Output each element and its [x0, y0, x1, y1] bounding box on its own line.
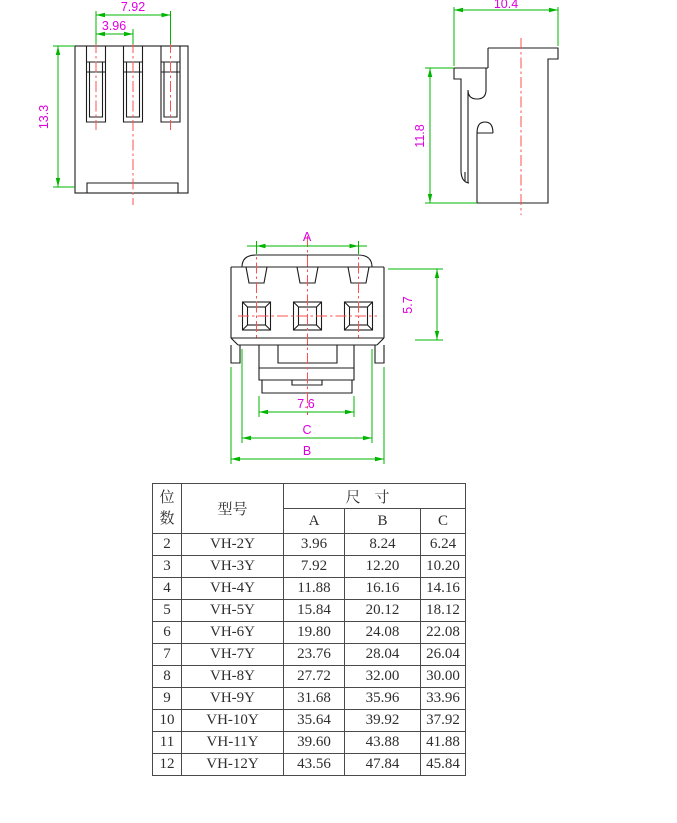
header-col-c: C	[421, 509, 466, 534]
cell-model: VH-3Y	[182, 556, 284, 578]
spec-table	[152, 483, 466, 776]
table-row	[153, 732, 466, 754]
latch-arm-right	[468, 100, 469, 183]
cell-model: VH-4Y	[182, 578, 284, 600]
cell-dim-a: 23.76	[284, 644, 345, 666]
cell-dim-b: 20.12	[345, 600, 421, 622]
dim-label-10-4: 10.4	[493, 0, 519, 11]
dim-label-5-7: 5.7	[401, 296, 415, 314]
cell-model: VH-12Y	[182, 754, 284, 776]
dim-front-pitch	[96, 19, 133, 44]
cell-dim-c: 30.00	[421, 666, 466, 688]
dim-label-a: A	[302, 230, 312, 244]
cell-model: VH-6Y	[182, 622, 284, 644]
table-row	[153, 622, 466, 644]
cell-positions: 7	[153, 644, 182, 666]
table-row	[153, 666, 466, 688]
skirt-left	[231, 345, 240, 363]
table-row	[153, 578, 466, 600]
dim-label-13-3: 13.3	[37, 104, 51, 130]
cell-dim-b: 32.00	[345, 666, 421, 688]
cell-dim-c: 33.96	[421, 688, 466, 710]
cell-dim-a: 15.84	[284, 600, 345, 622]
cell-positions: 3	[153, 556, 182, 578]
table-row	[153, 644, 466, 666]
table-row	[153, 688, 466, 710]
cell-dim-a: 43.56	[284, 754, 345, 776]
cell-dim-a: 11.88	[284, 578, 345, 600]
cell-dim-a: 3.96	[284, 534, 345, 556]
cell-dim-a: 7.92	[284, 556, 345, 578]
dim-tail-width	[259, 396, 354, 417]
cell-dim-c: 37.92	[421, 710, 466, 732]
cell-positions: 8	[153, 666, 182, 688]
cell-model: VH-9Y	[182, 688, 284, 710]
table-row	[153, 710, 466, 732]
cell-positions: 6	[153, 622, 182, 644]
table-row	[153, 600, 466, 622]
cell-dim-a: 27.72	[284, 666, 345, 688]
cell-dim-c: 6.24	[421, 534, 466, 556]
cell-dim-c: 14.16	[421, 578, 466, 600]
skirt-right	[375, 345, 384, 363]
dim-label-7-92: 7.92	[120, 0, 146, 14]
side-body	[477, 48, 558, 203]
dim-label-11-8: 11.8	[413, 124, 427, 148]
cell-dim-b: 35.96	[345, 688, 421, 710]
cell-positions: 11	[153, 732, 182, 754]
cell-dim-b: 8.24	[345, 534, 421, 556]
latch-u-notch	[468, 68, 486, 100]
cell-dim-b: 12.20	[345, 556, 421, 578]
cell-dim-a: 35.64	[284, 710, 345, 732]
dim-label-7-6: 7.6	[297, 397, 315, 411]
cell-dim-b: 39.92	[345, 710, 421, 732]
cell-model: VH-11Y	[182, 732, 284, 754]
cell-dim-c: 41.88	[421, 732, 466, 754]
cell-positions: 12	[153, 754, 182, 776]
front-view-outline	[75, 46, 188, 193]
table-row	[153, 534, 466, 556]
cell-model: VH-7Y	[182, 644, 284, 666]
front-view	[37, 0, 188, 205]
cell-model: VH-5Y	[182, 600, 284, 622]
cell-model: VH-8Y	[182, 666, 284, 688]
latch-tooth	[477, 122, 493, 133]
dim-depth	[388, 269, 443, 340]
cell-dim-b: 47.84	[345, 754, 421, 776]
cell-dim-c: 26.04	[421, 644, 466, 666]
cell-positions: 2	[153, 534, 182, 556]
cell-positions: 9	[153, 688, 182, 710]
cell-dim-c: 22.08	[421, 622, 466, 644]
header-size: 尺寸	[284, 484, 466, 509]
cell-positions: 4	[153, 578, 182, 600]
side-view	[413, 0, 558, 215]
cell-dim-a: 19.80	[284, 622, 345, 644]
cell-dim-b: 24.08	[345, 622, 421, 644]
cell-positions: 10	[153, 710, 182, 732]
spec-table-body	[153, 534, 466, 776]
cell-dim-b: 16.16	[345, 578, 421, 600]
cell-model: VH-2Y	[182, 534, 284, 556]
cell-dim-a: 39.60	[284, 732, 345, 754]
header-model: 型号	[182, 484, 284, 534]
cell-model: VH-10Y	[182, 710, 284, 732]
side-view-outline	[454, 48, 558, 203]
cell-dim-b: 28.04	[345, 644, 421, 666]
dim-label-c: C	[302, 423, 312, 437]
cell-dim-c: 45.84	[421, 754, 466, 776]
tail-block-1	[259, 345, 354, 368]
latch-arm-left	[454, 68, 469, 183]
spec-table-header	[153, 484, 466, 534]
front-centerlines	[96, 42, 171, 205]
table-row	[153, 754, 466, 776]
cell-dim-c: 18.12	[421, 600, 466, 622]
dim-side-width	[454, 0, 558, 66]
cell-dim-c: 10.20	[421, 556, 466, 578]
cell-dim-a: 31.68	[284, 688, 345, 710]
header-col-b: B	[345, 509, 421, 534]
cell-positions: 5	[153, 600, 182, 622]
dim-front-height	[37, 46, 75, 187]
dim-label-3-96: 3.96	[101, 19, 127, 33]
dim-label-b: B	[302, 444, 312, 458]
header-positions: 位数	[153, 484, 182, 534]
cell-dim-b: 43.88	[345, 732, 421, 754]
header-col-a: A	[284, 509, 345, 534]
table-row	[153, 556, 466, 578]
bottom-view	[231, 230, 443, 464]
